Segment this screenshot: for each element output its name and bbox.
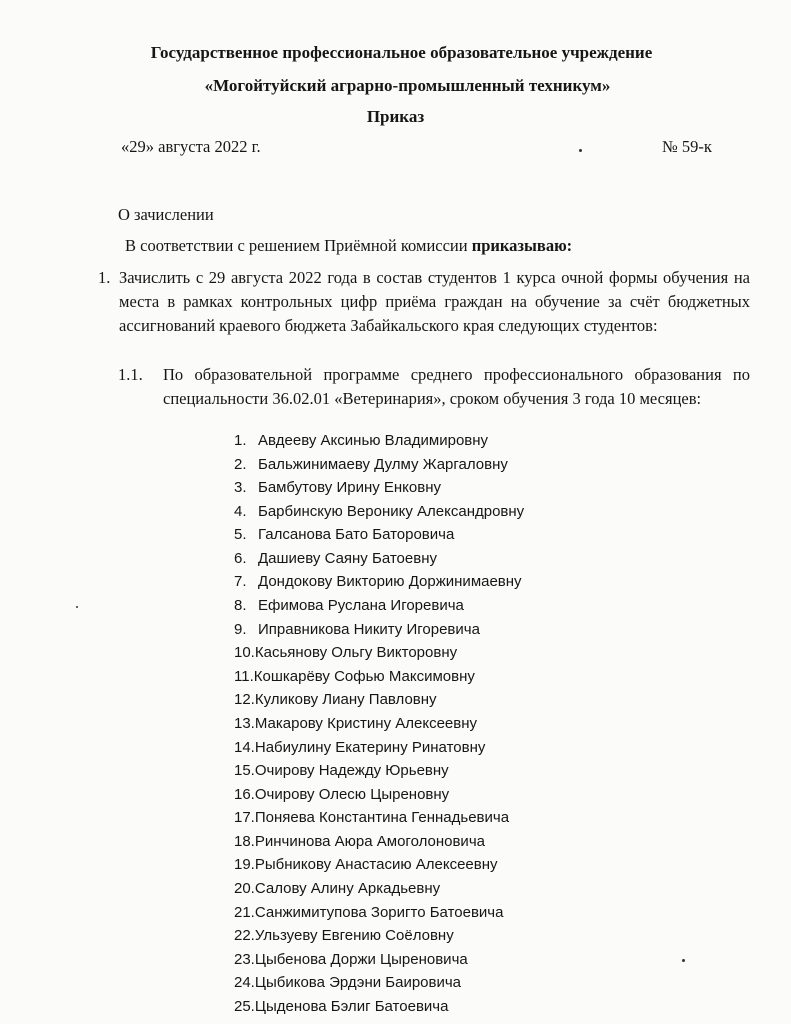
student-number: 9.: [234, 620, 247, 638]
student-number: 19.: [234, 856, 255, 874]
student-number: 16.: [234, 785, 255, 803]
student-name: Очирову Олесю Цыреновну: [254, 785, 450, 803]
student-number: 7.: [234, 573, 247, 591]
student-name: Цыбикова Эрдэни Баировича: [254, 974, 462, 992]
clause-1-text: Зачислить с 29 августа 2022 года в состав студентов 1 курса очной формы обучения на места в рамках контрольных цифр приёма граждан на обучение за счёт бюджетных ассигнований краевого бюджета Забайкальского края следующих студентов:: [119, 268, 750, 335]
order-date: «29» августа 2022 г.: [121, 137, 261, 156]
student-list-item: [234, 995, 524, 1019]
student-name: Очирову Надежду Юрьевну: [254, 762, 449, 780]
student-number: 5.: [234, 526, 247, 544]
scan-speck: [76, 606, 78, 608]
student-list-item: [234, 500, 524, 524]
student-name: Рыбникову Анастасию Алексеевну: [254, 856, 498, 874]
intro-bold: приказываю:: [471, 236, 573, 255]
student-name: Дашиеву Саяну Батоевну: [258, 549, 437, 567]
student-number: 22.: [234, 927, 255, 945]
student-name: Авдееву Аксинью Владимировну: [258, 432, 489, 449]
student-number: 12.: [234, 691, 255, 709]
student-list-item: [234, 853, 524, 877]
student-list-item: [234, 688, 524, 712]
student-name: Куликову Лиану Павловну: [254, 691, 437, 709]
student-name: Барбинскую Веронику Александровну: [258, 502, 525, 520]
student-name: Ефимова Руслана Игоревича: [258, 597, 464, 615]
student-number: 24.: [234, 974, 255, 992]
clause-1: [98, 266, 750, 338]
student-number: 4.: [234, 502, 247, 520]
student-list-item: [234, 476, 524, 500]
student-list-item: [234, 712, 524, 736]
student-list-item: [234, 641, 524, 665]
student-list-item: [234, 759, 524, 783]
order-number: № 59-к: [662, 137, 712, 156]
student-name: Касьянову Ольгу Викторовну: [254, 644, 458, 662]
clause-1-number: 1.: [98, 268, 111, 287]
student-name: Ульзуеву Евгению Соёловну: [254, 927, 454, 945]
student-list: [234, 429, 524, 1018]
document-type: Приказ: [366, 107, 425, 126]
student-number: 23.: [234, 950, 255, 968]
intro-line: [125, 236, 572, 256]
institution-line-1: Государственное профессиональное образовательное учреждение: [150, 43, 653, 62]
student-number: 21.: [234, 903, 255, 921]
student-number: 20.: [234, 879, 255, 897]
student-name: Кошкарёву Софью Максимовну: [253, 667, 475, 685]
student-list-item: [234, 570, 524, 594]
student-number: 18.: [234, 832, 255, 850]
student-name: Галсанова Бато Баторовича: [258, 526, 455, 544]
student-number: 6.: [234, 549, 247, 567]
student-list-item: [234, 783, 524, 807]
clause-1-1-number: 1.1.: [118, 365, 143, 384]
student-number: 17.: [234, 809, 255, 827]
student-number: 13.: [234, 714, 255, 732]
student-number: 1.: [234, 432, 247, 449]
student-list-item: [234, 736, 524, 760]
student-name: Дондокову Викторию Доржинимаевну: [258, 573, 522, 591]
clause-1-1: [118, 363, 750, 411]
student-name: Поняева Константина Геннадьевича: [254, 809, 510, 827]
student-name: Салову Алину Аркадьевну: [254, 879, 441, 897]
student-name: Макарову Кристину Алексеевну: [254, 714, 478, 732]
scan-speck: [682, 959, 685, 962]
intro-text: В соответствии с решением Приёмной комиссии: [125, 236, 468, 255]
student-name: Цыденова Бэлиг Батоевича: [254, 997, 449, 1015]
student-name: Цыбенова Доржи Цыреновича: [254, 950, 468, 968]
student-number: 2.: [234, 455, 247, 473]
student-list-item: [234, 594, 524, 618]
student-list-item: [234, 924, 524, 948]
institution-line-2: «Могойтуйский аграрно-промышленный техникум»: [204, 76, 611, 95]
student-list-item: [234, 453, 524, 477]
student-list-item: [234, 429, 524, 453]
student-number: 15.: [234, 762, 255, 780]
student-list-item: [234, 547, 524, 571]
student-number: 11.: [234, 667, 254, 685]
student-number: 25.: [234, 997, 255, 1015]
student-name: Иправникова Никиту Игоревича: [258, 620, 480, 638]
student-list-item: [234, 901, 524, 925]
student-list-item: [234, 948, 524, 972]
student-list-item: [234, 830, 524, 854]
student-list-item: [234, 618, 524, 642]
student-number: 8.: [234, 597, 247, 615]
student-list-item: [234, 971, 524, 995]
student-list-item: [234, 806, 524, 830]
student-name: Санжимитупова Зоригто Батоевича: [254, 903, 504, 921]
student-name: Бальжинимаеву Дулму Жаргаловну: [258, 455, 508, 473]
order-subject: О зачислении: [118, 205, 214, 224]
clause-1-1-text: По образовательной программе среднего профессионального образования по специальности 36.02.01 «Ветеринария», сроком обучения 3 года 10 месяцев:: [163, 365, 750, 408]
student-name: Набиулину Екатерину Ринатовну: [254, 738, 486, 756]
student-number: 3.: [234, 479, 247, 497]
student-list-item: [234, 877, 524, 901]
student-number: 14.: [234, 738, 255, 756]
student-list-item: [234, 665, 524, 689]
student-name: Бамбутову Ирину Енковну: [258, 479, 442, 497]
student-number: 10.: [234, 644, 255, 662]
student-name: Ринчинова Аюра Амоголоновича: [254, 832, 485, 850]
scan-speck: [579, 149, 582, 152]
student-list-item: [234, 523, 524, 547]
